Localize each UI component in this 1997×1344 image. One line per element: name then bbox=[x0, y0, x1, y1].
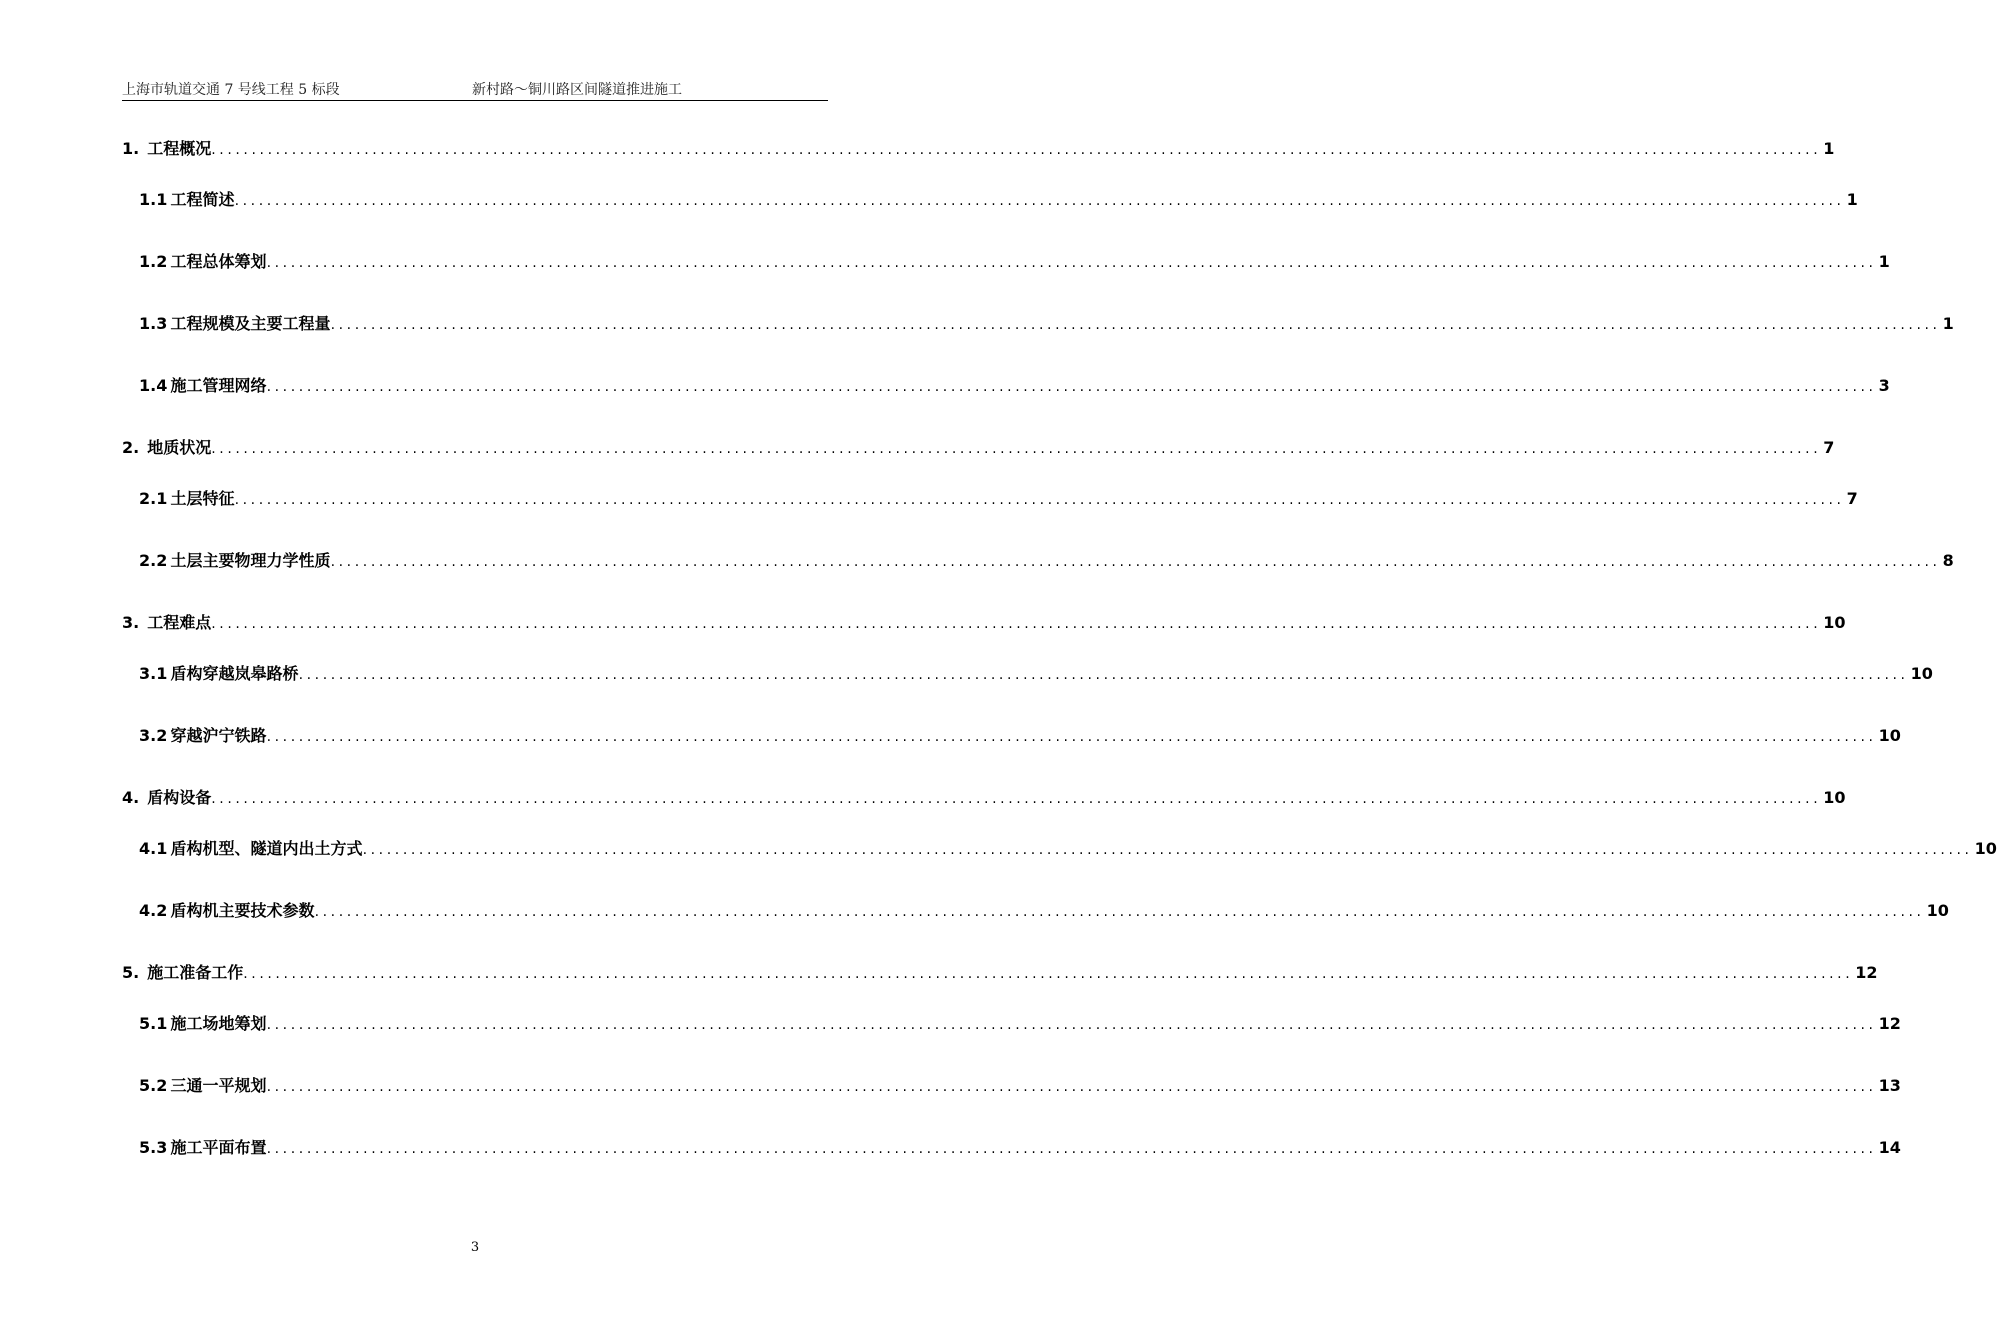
toc-spacer bbox=[139, 438, 147, 458]
toc-entry-title: 土层主要物理力学性质 bbox=[170, 551, 331, 570]
toc-dot-leader: ........................................................................................................................................................................................................ bbox=[266, 379, 1877, 395]
toc-entry-number: 3.1 bbox=[139, 664, 168, 683]
toc-entry[interactable] bbox=[139, 487, 1858, 509]
toc-entry-number: 5. bbox=[122, 963, 140, 982]
toc-entry-page: 1 bbox=[1878, 252, 1890, 271]
page-number: 3 bbox=[470, 1240, 480, 1255]
toc-entry[interactable] bbox=[122, 786, 1846, 808]
toc-entry-title: 盾构穿越岚皋路桥 bbox=[170, 664, 299, 683]
toc-spacer bbox=[139, 788, 147, 808]
toc-entry-page: 13 bbox=[1878, 1076, 1901, 1095]
header-left-text: 上海市轨道交通 7 号线工程 5 标段 bbox=[122, 82, 340, 98]
toc-dot-leader: ........................................................................................................................................................................................................ bbox=[211, 441, 1822, 457]
toc-entry-page: 14 bbox=[1878, 1138, 1901, 1157]
toc-entry[interactable] bbox=[139, 837, 1997, 859]
toc-entry-number: 1.4 bbox=[139, 376, 168, 395]
toc-entry-title: 穿越沪宁铁路 bbox=[170, 726, 267, 745]
toc-entry[interactable] bbox=[122, 611, 1846, 633]
toc-dot-leader: ........................................................................................................................................................................................................ bbox=[211, 142, 1822, 158]
toc-dot-leader: ........................................................................................................................................................................................................ bbox=[266, 1141, 1877, 1157]
toc-entry-page: 1 bbox=[1823, 139, 1835, 158]
toc-dot-leader: ........................................................................................................................................................................................................ bbox=[298, 667, 1909, 683]
toc-dot-leader: ........................................................................................................................................................................................................ bbox=[266, 1017, 1877, 1033]
toc-entry-page: 10 bbox=[1878, 726, 1901, 745]
toc-dot-leader: ........................................................................................................................................................................................................ bbox=[266, 255, 1877, 271]
toc-entry-title: 施工平面布置 bbox=[170, 1138, 267, 1157]
toc-entry-title: 盾构机主要技术参数 bbox=[170, 901, 315, 920]
toc-entry-number: 4. bbox=[122, 788, 140, 807]
toc-dot-leader: ........................................................................................................................................................................................................ bbox=[314, 904, 1925, 920]
toc-entry[interactable] bbox=[139, 188, 1858, 210]
toc-dot-leader: ........................................................................................................................................................................................................ bbox=[330, 554, 1941, 570]
toc-entry[interactable] bbox=[122, 436, 1835, 458]
toc-dot-leader: ........................................................................................................................................................................................................ bbox=[266, 729, 1877, 745]
toc-entry[interactable] bbox=[122, 961, 1878, 983]
toc-entry[interactable] bbox=[139, 312, 1954, 334]
toc-entry-title: 盾构机型、隧道内出土方式 bbox=[170, 839, 363, 858]
toc-dot-leader: ........................................................................................................................................................................................................ bbox=[211, 791, 1822, 807]
toc-entry-page: 1 bbox=[1846, 190, 1858, 209]
toc-entry-page: 10 bbox=[1974, 839, 1997, 858]
toc-entry-number: 1.1 bbox=[139, 190, 168, 209]
toc-entry-number: 2.2 bbox=[139, 551, 168, 570]
toc-entry-page: 12 bbox=[1855, 963, 1878, 982]
toc-entry-title: 施工准备工作 bbox=[147, 963, 244, 982]
header-right-text: 新村路～铜川路区间隧道推进施工 bbox=[472, 82, 682, 98]
toc-entry-title: 土层特征 bbox=[170, 489, 235, 508]
toc-dot-leader: ........................................................................................................................................................................................................ bbox=[362, 842, 1973, 858]
toc-dot-leader: ........................................................................................................................................................................................................ bbox=[266, 1079, 1877, 1095]
toc-spacer bbox=[139, 139, 147, 159]
toc-dot-leader: ........................................................................................................................................................................................................ bbox=[243, 966, 1854, 982]
toc-entry-page: 10 bbox=[1926, 901, 1949, 920]
toc-entry-number: 1. bbox=[122, 139, 140, 158]
toc-entry-page: 10 bbox=[1910, 664, 1933, 683]
toc-entry-title: 三通一平规划 bbox=[170, 1076, 267, 1095]
toc-entry[interactable] bbox=[139, 1074, 1901, 1096]
toc-dot-leader: ........................................................................................................................................................................................................ bbox=[234, 492, 1845, 508]
toc-entry-title: 工程难点 bbox=[147, 613, 212, 632]
toc-entry-number: 3.2 bbox=[139, 726, 168, 745]
toc-spacer bbox=[139, 613, 147, 633]
toc-entry-title: 工程简述 bbox=[170, 190, 235, 209]
toc-entry-title: 盾构设备 bbox=[147, 788, 212, 807]
toc-entry-page: 1 bbox=[1942, 314, 1954, 333]
toc-entry-number: 4.2 bbox=[139, 901, 168, 920]
toc-entry-number: 1.2 bbox=[139, 252, 168, 271]
toc-entry-number: 5.3 bbox=[139, 1138, 168, 1157]
toc-entry[interactable] bbox=[139, 1136, 1901, 1158]
toc-entry-title: 地质状况 bbox=[147, 438, 212, 457]
toc-entry-number: 1.3 bbox=[139, 314, 168, 333]
toc-entry-number: 5.2 bbox=[139, 1076, 168, 1095]
toc-entry[interactable] bbox=[122, 137, 1835, 159]
toc-entry-title: 工程概况 bbox=[147, 139, 212, 158]
toc-entry-number: 2.1 bbox=[139, 489, 168, 508]
toc-entry-page: 12 bbox=[1878, 1014, 1901, 1033]
toc-spacer bbox=[139, 963, 147, 983]
toc-dot-leader: ........................................................................................................................................................................................................ bbox=[234, 193, 1845, 209]
toc-entry-page: 7 bbox=[1823, 438, 1835, 457]
toc-entry[interactable] bbox=[139, 899, 1949, 921]
toc-entry-title: 施工场地筹划 bbox=[170, 1014, 267, 1033]
toc-entry[interactable] bbox=[139, 549, 1954, 571]
toc-entry-page: 3 bbox=[1878, 376, 1890, 395]
toc-entry-page: 7 bbox=[1846, 489, 1858, 508]
toc-entry-title: 工程规模及主要工程量 bbox=[170, 314, 331, 333]
toc-entry-number: 5.1 bbox=[139, 1014, 168, 1033]
toc-entry[interactable] bbox=[139, 724, 1901, 746]
toc-entry-title: 工程总体筹划 bbox=[170, 252, 267, 271]
toc-dot-leader: ........................................................................................................................................................................................................ bbox=[330, 317, 1941, 333]
toc-entry[interactable] bbox=[139, 1012, 1901, 1034]
toc-entry[interactable] bbox=[139, 374, 1890, 396]
toc-entry-page: 8 bbox=[1942, 551, 1954, 570]
toc-entry[interactable] bbox=[139, 662, 1933, 684]
toc-entry-number: 3. bbox=[122, 613, 140, 632]
toc-entry[interactable] bbox=[139, 250, 1890, 272]
toc-dot-leader: ........................................................................................................................................................................................................ bbox=[211, 616, 1822, 632]
toc-entry-page: 10 bbox=[1823, 788, 1846, 807]
toc-entry-title: 施工管理网络 bbox=[170, 376, 267, 395]
page-header bbox=[122, 80, 828, 101]
toc-entry-number: 4.1 bbox=[139, 839, 168, 858]
toc-entry-number: 2. bbox=[122, 438, 140, 457]
toc-entry-page: 10 bbox=[1823, 613, 1846, 632]
